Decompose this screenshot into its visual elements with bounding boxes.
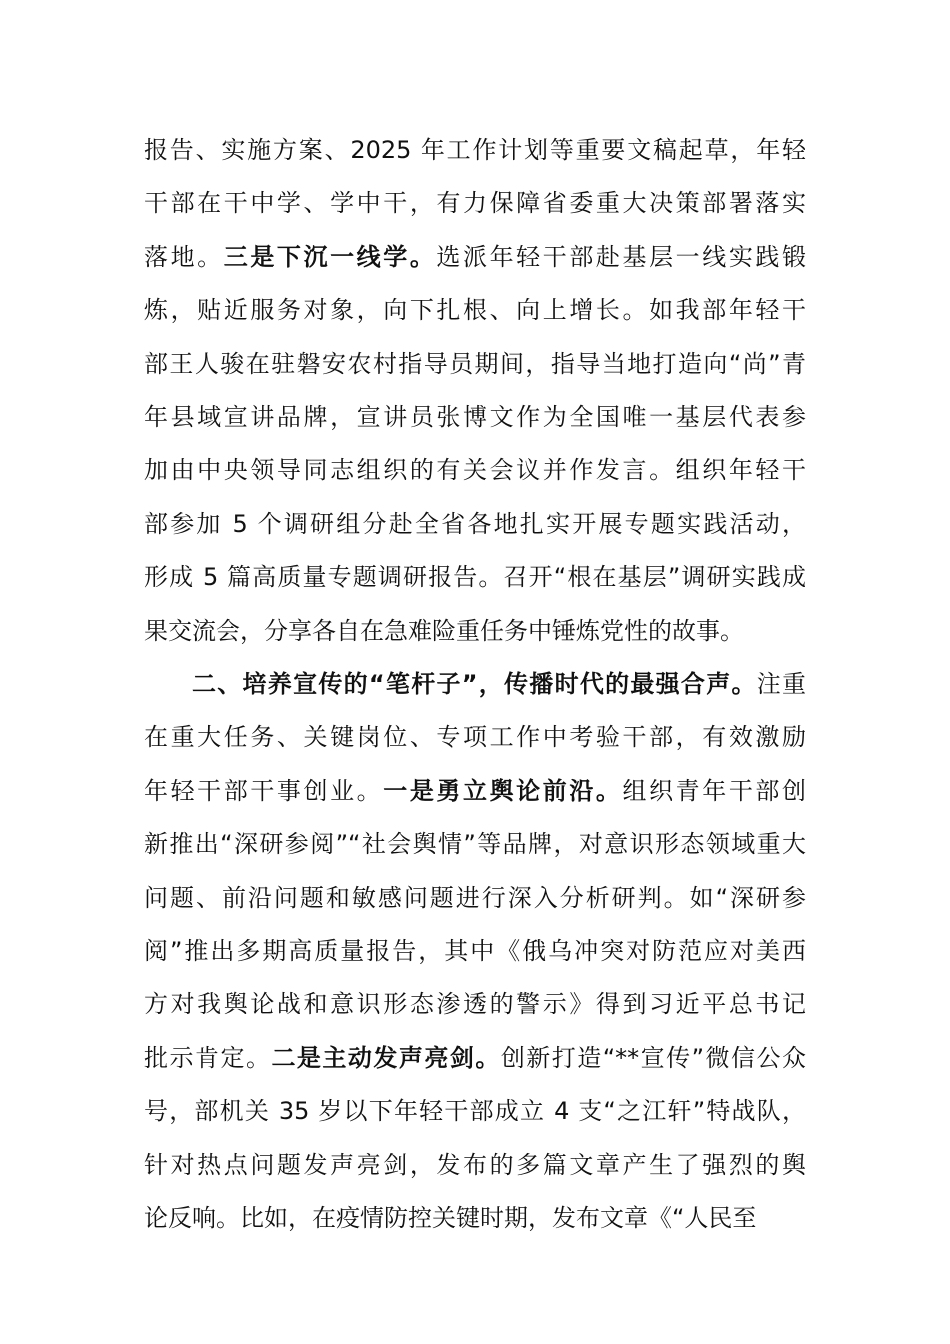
text-line: 果交流会，分享各自在急难险重任务中锤炼党性的故事。 bbox=[144, 616, 744, 645]
text-line: 新推出“深研参阅”“社会舆情”等品牌，对意识形态领域重大 bbox=[144, 830, 806, 859]
subheading-bold: 一是勇立舆论前沿。 bbox=[383, 776, 623, 805]
text-run: 创新打造“**宣传”微信公众 bbox=[500, 1043, 807, 1072]
text-line: 号，部机关 35 岁以下年轻干部成立 4 支“之江轩”特战队， bbox=[144, 1097, 806, 1126]
text-run: 选派年轻干部赴基层一线实践锻 bbox=[436, 242, 807, 271]
text-line: 针对热点问题发声亮剑，发布的多篇文章产生了强烈的舆 bbox=[144, 1150, 806, 1179]
text-line: 报告、实施方案、2025 年工作计划等重要文稿起草，年轻 bbox=[144, 136, 806, 164]
subheading-bold: 二是主动发声亮剑。 bbox=[271, 1043, 501, 1072]
text-line: 炼，贴近服务对象，向下扎根、向上增长。如我部年轻干 bbox=[144, 296, 806, 325]
text-run: 落地。 bbox=[144, 242, 224, 271]
text-line: 形成 5 篇高质量专题调研报告。召开“根在基层”调研实践成 bbox=[144, 563, 806, 592]
text-line: 阅”推出多期高质量报告，其中《俄乌冲突对防范应对美西 bbox=[144, 936, 806, 965]
text-line bbox=[144, 765, 806, 818]
text-line: 部参加 5 个调研组分赴全省各地扎实开展专题实践活动， bbox=[144, 509, 806, 538]
text-run: 注重 bbox=[756, 670, 807, 698]
text-line: 加由中央领导同志组织的有关会议并作发言。组织年轻干 bbox=[144, 456, 806, 485]
text-line bbox=[144, 1032, 806, 1085]
paragraph-propaganda-writers bbox=[144, 658, 806, 1245]
section-heading: 二、培养宣传的“笔杆子”，传播时代的最强合声。 bbox=[192, 670, 757, 698]
text-line: 问题、前沿问题和敏感问题进行深入分析研判。如“深研参 bbox=[144, 883, 806, 912]
text-line bbox=[144, 231, 806, 284]
text-line: 干部在干中学、学中干，有力保障省委重大决策部署落实 bbox=[144, 189, 806, 218]
paragraph-grassroots-practice bbox=[144, 124, 806, 658]
subheading-bold: 三是下沉一线学。 bbox=[223, 242, 437, 271]
text-run: 年轻干部干事创业。 bbox=[144, 776, 384, 805]
text-run: 批示肯定。 bbox=[144, 1043, 272, 1072]
text-run: 组织青年干部创 bbox=[622, 776, 806, 805]
text-line: 在重大任务、关键岗位、专项工作中考验干部，有效激励 bbox=[144, 723, 806, 752]
section-heading-line bbox=[144, 658, 806, 711]
text-line: 论反响。比如，在疫情防控关键时期，发布文章《“人民至 bbox=[144, 1203, 757, 1232]
text-line: 部王人骏在驻磐安农村指导员期间，指导当地打造向“尚”青 bbox=[144, 349, 806, 378]
text-line: 方对我舆论战和意识形态渗透的警示》得到习近平总书记 bbox=[144, 990, 806, 1019]
text-line: 年县域宣讲品牌，宣讲员张博文作为全国唯一基层代表参 bbox=[144, 402, 806, 431]
